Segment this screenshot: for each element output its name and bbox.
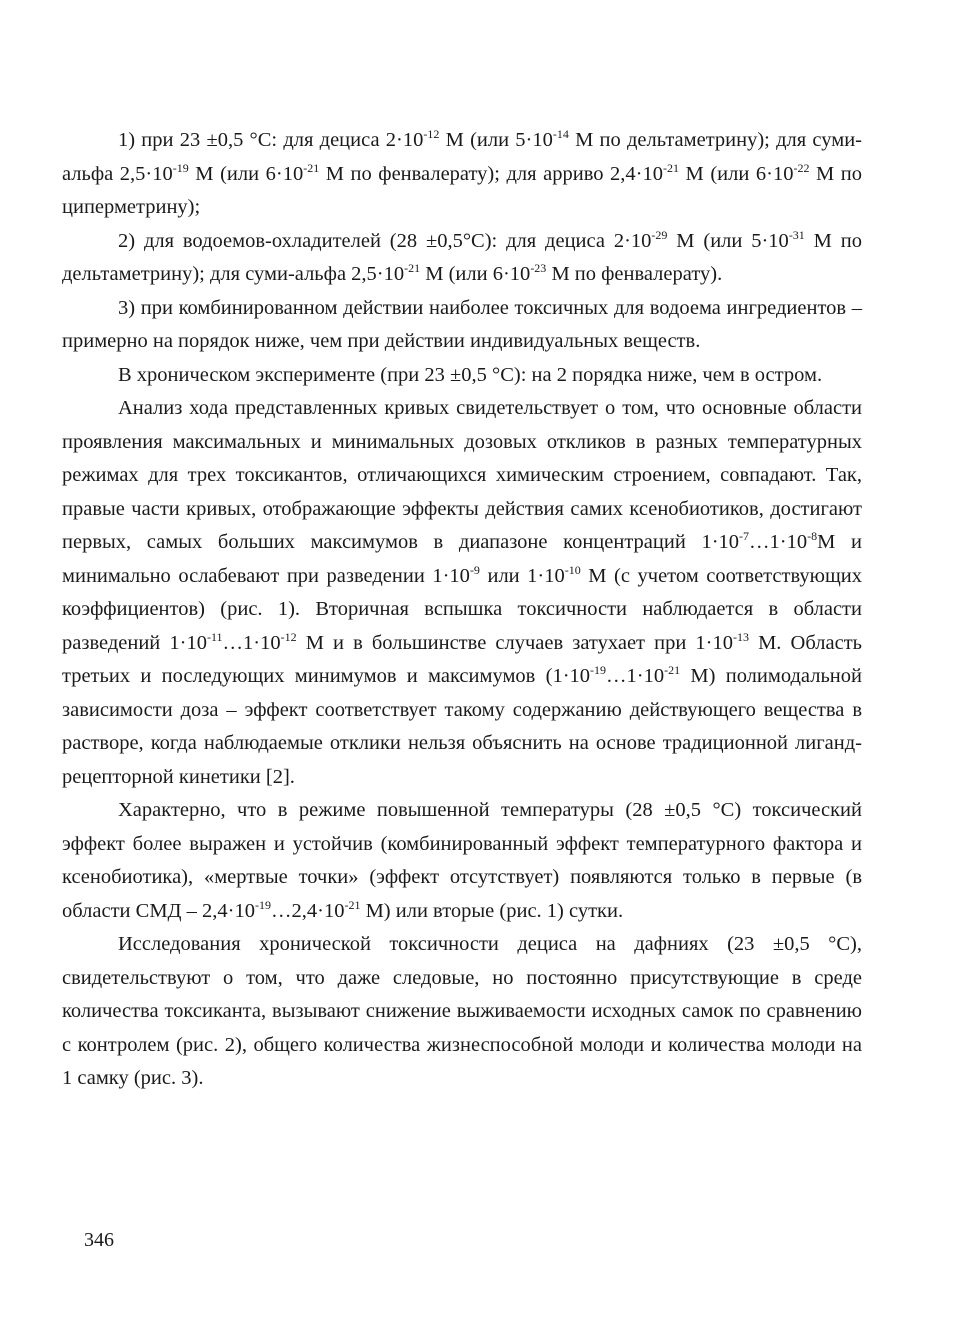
body-text: [62, 124, 862, 1096]
daphnia-paragraph: Исследования хронической токсичности дециса на дафниях (23 ±0,5 °С), свидетельствуют о том, что даже следовые, но постоянно присутствующие в среде количества токсиканта, вызывают снижение выживаемости исходных самок по сравнению с контролем (рис. 2), общего количества жизнеспособной молоди и количества молоди на 1 самку (рис. 3).: [62, 933, 862, 1089]
chronic-paragraph: В хроническом эксперименте (при 23 ±0,5 °С): на 2 порядка ниже, чем в остром.: [118, 363, 823, 386]
temperature-paragraph: Характерно, что в режиме повышенной температуры (28 ±0,5 °С) токсический эффект более выражен и устойчив (комбинированный эффект температурного фактора и ксенобиотика), «мертвые точки» (эффект отсутствует) появляются только в первые (в области СМД – $2,4\cdot 10^{-19}\dots 2,4\cdot 10^{-21}$ М) или вторые (рис. 1) сутки.: [62, 799, 862, 922]
page-number: 346: [84, 1229, 114, 1251]
analysis-paragraph: Анализ хода представленных кривых свидетельствует о том, что основные области проявления максимальных и минимальных дозовых откликов в разных температурных режимах для трех токсикантов, отличающихся химическим строением, совпадают. Так, правые части кривых, отображающие эффекты действия самих ксенобиотиков, достигают первых, самых больших максимумов в диапазоне концентраций $1\cdot 10^{-7}\dots 1\cdot 10^{-8}М$ и минимально ослабевают при разведении $1\cdot 10^{-9}$ или $1\cdot 10^{-10}$ М (с учетом соответствующих коэффициентов) (рис. 1). Вторичная вспышка токсичности наблюдается в области разведений $1\cdot 10^{-11}\dots 1\cdot 10^{-12}$ М и в большинстве случаев затухает при $1\cdot 10^{-13}$ М. Область третьих и последующих минимумов и максимумов ($1\cdot 10^{-19}\dots 1\cdot 10^{-21}$ М) полимодальной зависимости доза – эффект соответствует такому содержанию действующего вещества в растворе, когда наблюдаемые отклики нельзя объяснить на основе традиционной лиганд-рецепторной кинетики [2].: [62, 397, 862, 788]
list-item-1: 1) при 23 ±0,5 °С: для дециса $2\cdot 10^{-12}$ М (или $5\cdot 10^{-14}$ М по дельтаметрину); для суми-альфа $2,5\cdot 10^{-19}$ М (или $6\cdot 10^{-21}$ М по фенвалерату); для арриво $2,4\cdot 10^{-21}$ М (или $6\cdot 10^{-22}$ М по циперметрину);: [62, 127, 863, 218]
list-item-3: 3) при комбинированном действии наиболее токсичных для водоема ингредиентов – примерно на порядок ниже, чем при действии индивидуальных веществ.: [62, 296, 862, 352]
list-item-2: 2) для водоемов-охладителей (28 ±0,5°С): для дециса $2\cdot 10^{-29}$ М (или $5\cdot 10^{-31}$ М по дельтаметрину); для суми-альфа $2,5\cdot 10^{-21}$ М (или $6\cdot 10^{-23}$ М по фенвалерату).: [62, 227, 862, 285]
